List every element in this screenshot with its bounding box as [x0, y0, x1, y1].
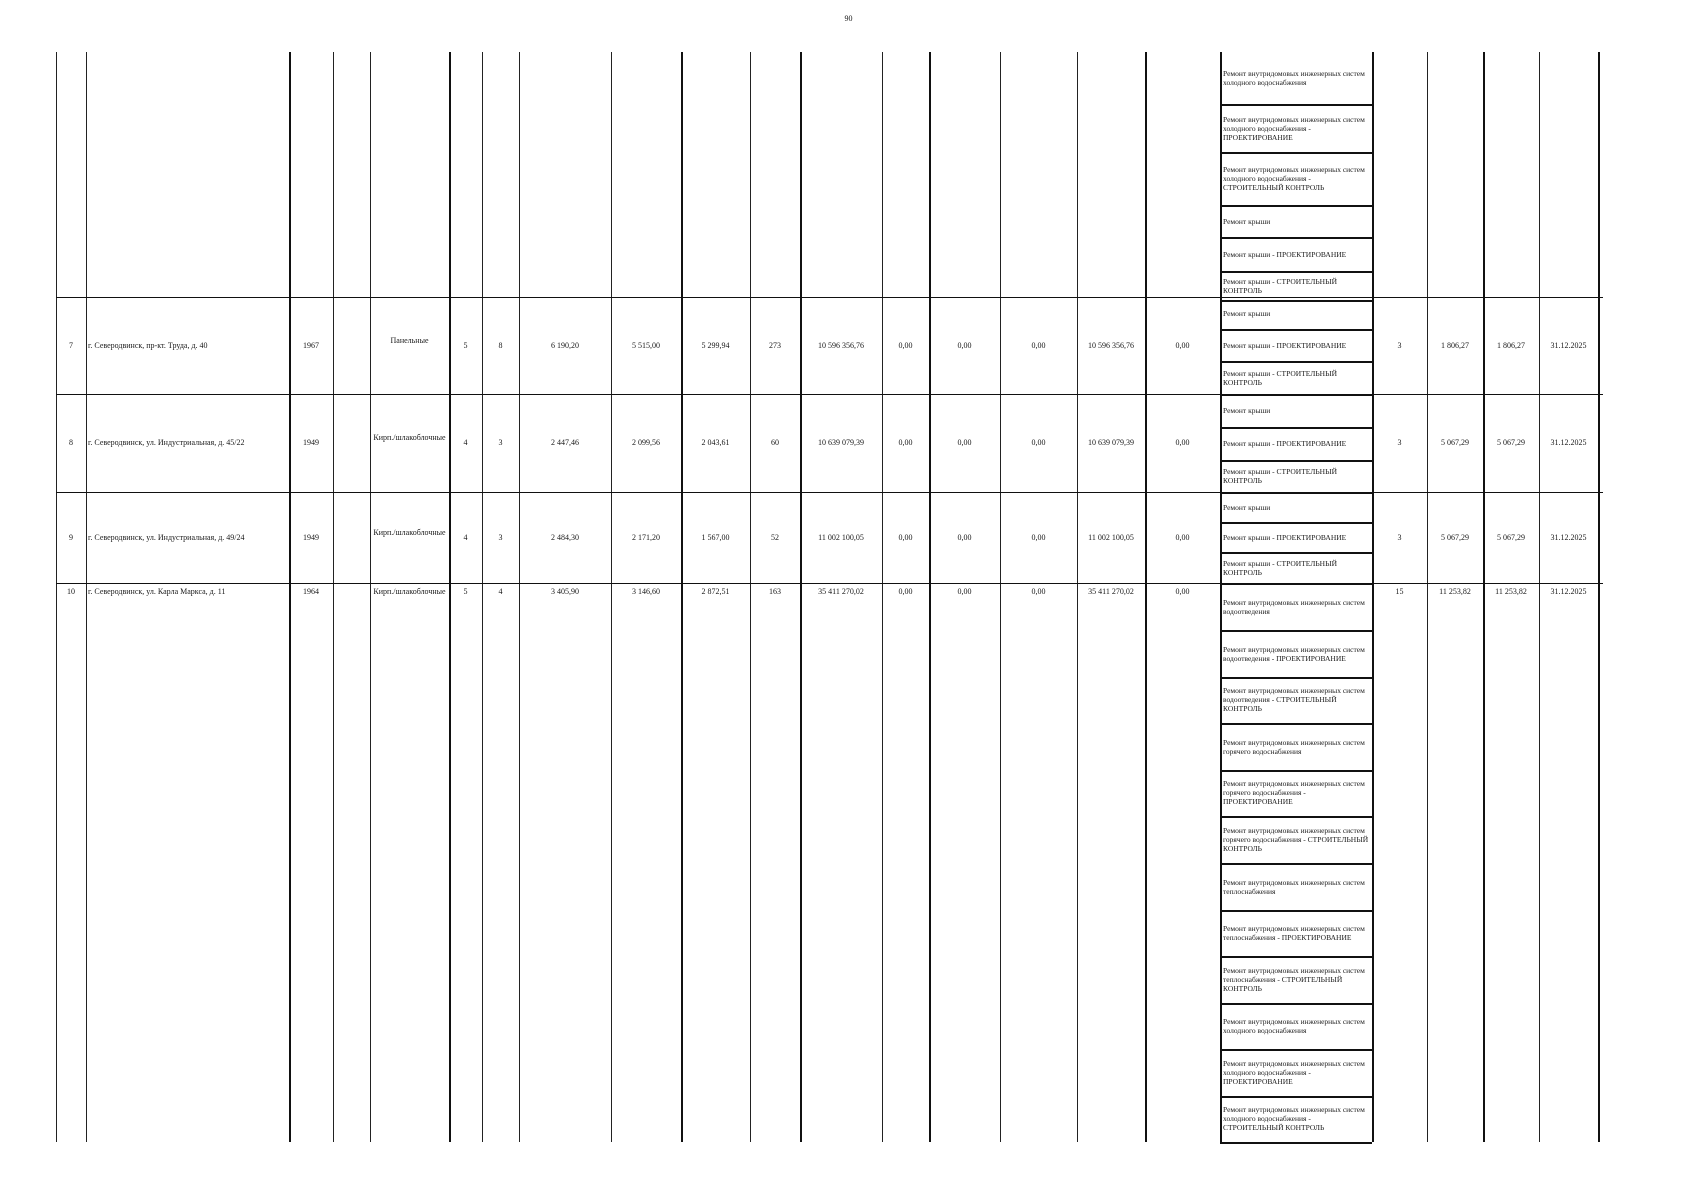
- cell-unit1: 5 067,29: [1441, 438, 1469, 447]
- carried-work-item: [1221, 205, 1371, 237]
- cell-c2: 0,00: [957, 533, 972, 542]
- cell-total-area: 2 447,46: [551, 438, 579, 447]
- column-divider: [333, 52, 334, 1142]
- column-divider: [449, 52, 451, 1142]
- cell-num: 7: [69, 341, 73, 350]
- cell-cost-owner: 35 411 270,02: [1088, 587, 1134, 596]
- column-divider: [681, 52, 683, 1142]
- work-item: [1221, 394, 1371, 427]
- cell-c1: 0,00: [898, 533, 913, 542]
- column-divider: [611, 52, 612, 1142]
- cell-c3: 0,00: [1031, 587, 1046, 596]
- cell-floors: 5: [463, 341, 468, 350]
- column-divider: [1483, 52, 1485, 1142]
- cell-material: Панельные: [390, 336, 429, 345]
- column-divider: [929, 52, 931, 1142]
- work-type-label: Ремонт внутридомовых инженерных систем холодного водоснабжения - СТРОИТЕЛЬНЫЙ КОНТРОЛЬ: [1223, 1105, 1365, 1132]
- cell-area3: 1 567,00: [701, 533, 730, 542]
- cell-num: 8: [69, 438, 73, 447]
- cell-qty: 3: [1397, 533, 1402, 542]
- cell-c4: 0,00: [1175, 533, 1190, 542]
- cell-entrances: 8: [498, 341, 503, 350]
- cell-c3: 0,00: [1031, 341, 1046, 350]
- work-item: [1221, 863, 1371, 910]
- cell-year: 1949: [303, 533, 319, 542]
- cell-unit2: 11 253,82: [1495, 587, 1527, 596]
- column-divider: [1539, 52, 1540, 1142]
- work-item: [1221, 1002, 1371, 1049]
- work-item: [1221, 816, 1371, 863]
- cell-cost-owner: 10 639 079,39: [1088, 438, 1134, 447]
- column-divider: [370, 52, 371, 1142]
- work-type-label: Ремонт крыши - ПРОЕКТИРОВАНИЕ: [1223, 532, 1347, 542]
- work-item: [1221, 329, 1371, 361]
- cell-area3: 2 872,51: [701, 587, 730, 596]
- work-type-label: Ремонт внутридомовых инженерных систем холодного водоснабжения: [1223, 1016, 1365, 1035]
- work-item: [1221, 583, 1371, 630]
- cell-area2: 5 515,00: [632, 341, 660, 350]
- cell-c2: 0,00: [957, 438, 972, 447]
- cell-total-area: 6 190,20: [551, 341, 579, 350]
- work-type-label: Ремонт внутридомовых инженерных систем горячего водоснабжения - СТРОИТЕЛЬНЫЙ КОНТРОЛЬ: [1223, 826, 1369, 853]
- carried-work-item: [1221, 237, 1371, 271]
- work-item: [1221, 769, 1371, 816]
- cell-unit2: 5 067,29: [1497, 533, 1525, 542]
- cell-unit1: 11 253,82: [1439, 587, 1471, 596]
- column-divider: [750, 52, 751, 1142]
- cell-residents: 52: [771, 533, 779, 542]
- work-type-label: Ремонт крыши - ПРОЕКТИРОВАНИЕ: [1223, 340, 1347, 350]
- work-type-label: Ремонт внутридомовых инженерных систем холодного водоснабжения - ПРОЕКТИРОВАНИЕ: [1223, 1059, 1365, 1086]
- column-divider: [519, 52, 520, 1142]
- cell-unit1: 5 067,29: [1441, 533, 1469, 542]
- cell-qty: 15: [1395, 587, 1404, 596]
- work-type-label: Ремонт внутридомовых инженерных систем водоотведения - ПРОЕКТИРОВАНИЕ: [1223, 644, 1365, 663]
- cell-total-area: 3 405,90: [551, 587, 579, 596]
- cell-cost-total: 35 411 270,02: [818, 587, 864, 596]
- column-divider: [482, 52, 483, 1142]
- cell-total-area: 2 484,30: [551, 533, 579, 542]
- carried-work-item: [1221, 152, 1371, 205]
- work-type-label: Ремонт крыши - ПРОЕКТИРОВАНИЕ: [1223, 439, 1347, 448]
- column-divider: [1598, 52, 1600, 1142]
- cell-area3: 2 043,61: [701, 438, 730, 447]
- work-type-label: Ремонт крыши: [1223, 406, 1271, 415]
- work-type-label: Ремонт крыши - СТРОИТЕЛЬНЫЙ КОНТРОЛЬ: [1223, 369, 1338, 387]
- work-type-label: Ремонт внутридомовых инженерных систем горячего водоснабжения - ПРОЕКТИРОВАНИЕ: [1223, 779, 1365, 806]
- cell-unit2: 5 067,29: [1497, 438, 1525, 447]
- carried-work-item: [1221, 104, 1371, 152]
- column-divider: [1000, 52, 1001, 1142]
- work-type-label: Ремонт внутридомовых инженерных систем холодного водоснабжения - СТРОИТЕЛЬНЫЙ КОНТРОЛЬ: [1223, 165, 1365, 192]
- work-item: [1221, 522, 1371, 552]
- work-type-label: Ремонт крыши - СТРОИТЕЛЬНЫЙ КОНТРОЛЬ: [1223, 466, 1338, 485]
- cell-floors: 4: [463, 438, 468, 447]
- work-item: [1221, 492, 1371, 522]
- work-item: [1221, 553, 1371, 583]
- cell-area3: 5 299,94: [701, 341, 730, 350]
- work-type-label: Ремонт внутридомовых инженерных систем горячего водоснабжения: [1223, 737, 1365, 756]
- cell-area2: 3 146,60: [632, 587, 660, 596]
- work-item: [1221, 459, 1371, 492]
- cell-c4: 0,00: [1175, 587, 1190, 596]
- work-item: [1221, 427, 1371, 460]
- cell-c2: 0,00: [957, 341, 972, 350]
- column-divider: [1372, 52, 1374, 1142]
- work-item: [1221, 362, 1371, 394]
- work-type-label: Ремонт внутридомовых инженерных систем холодного водоснабжения: [1223, 69, 1365, 87]
- work-type-label: Ремонт внутридомовых инженерных систем водоотведения: [1223, 597, 1365, 616]
- cell-cost-owner: 11 002 100,05: [1088, 533, 1134, 542]
- cell-date: 31.12.2025: [1550, 587, 1587, 596]
- work-item: [1221, 1095, 1371, 1142]
- work-item: [1221, 909, 1371, 956]
- cell-c4: 0,00: [1175, 438, 1190, 447]
- cell-unit2: 1 806,27: [1497, 341, 1525, 350]
- cell-residents: 273: [769, 341, 781, 350]
- work-type-label: Ремонт крыши - СТРОИТЕЛЬНЫЙ КОНТРОЛЬ: [1223, 276, 1338, 295]
- cell-c1: 0,00: [898, 341, 913, 350]
- column-divider: [289, 52, 291, 1142]
- cell-qty: 3: [1397, 438, 1402, 447]
- work-type-label: Ремонт крыши: [1223, 216, 1271, 226]
- work-item: [1221, 956, 1371, 1003]
- work-item: [1221, 676, 1371, 723]
- cell-address: г. Северодвинск, ул. Карла Маркса, д. 11: [88, 587, 226, 596]
- cell-cost-total: 11 002 100,05: [818, 533, 864, 542]
- cell-date: 31.12.2025: [1550, 438, 1587, 447]
- cell-c3: 0,00: [1031, 533, 1046, 542]
- cell-date: 31.12.2025: [1550, 533, 1587, 542]
- work-type-label: Ремонт крыши: [1223, 502, 1271, 512]
- cell-year: 1967: [303, 341, 319, 350]
- cell-entrances: 3: [498, 533, 503, 542]
- carried-work-item: [1221, 271, 1371, 300]
- carried-work-item: [1221, 52, 1371, 104]
- cell-cost-total: 10 596 356,76: [818, 341, 864, 350]
- cell-address: г. Северодвинск, ул. Индустриальная, д. 45/22: [88, 438, 245, 447]
- column-divider: [1427, 52, 1428, 1142]
- cell-residents: 163: [769, 587, 781, 596]
- cell-floors: 4: [463, 533, 468, 542]
- cell-material: Кирп./шлакоблочные: [373, 528, 446, 537]
- cell-qty: 3: [1397, 341, 1402, 350]
- work-divider: [1220, 1142, 1372, 1144]
- work-type-label: Ремонт крыши - ПРОЕКТИРОВАНИЕ: [1223, 249, 1347, 259]
- cell-entrances: 4: [498, 587, 503, 596]
- cell-cost-total: 10 639 079,39: [818, 438, 864, 447]
- work-item: [1221, 297, 1371, 329]
- cell-year: 1949: [303, 438, 319, 447]
- work-type-label: Ремонт внутридомовых инженерных систем теплоснабжения: [1223, 877, 1365, 896]
- work-item: [1221, 630, 1371, 677]
- cell-material: Кирп./шлакоблочные: [373, 433, 446, 442]
- cell-entrances: 3: [498, 438, 503, 447]
- cell-num: 9: [69, 533, 73, 542]
- column-divider: [86, 52, 87, 1142]
- cell-residents: 60: [771, 438, 779, 447]
- work-type-label: Ремонт крыши: [1223, 308, 1271, 318]
- column-divider: [882, 52, 883, 1142]
- work-type-label: Ремонт крыши - СТРОИТЕЛЬНЫЙ КОНТРОЛЬ: [1223, 559, 1338, 577]
- cell-area2: 2 171,20: [632, 533, 660, 542]
- cell-c4: 0,00: [1175, 341, 1190, 350]
- cell-c1: 0,00: [898, 587, 913, 596]
- work-item: [1221, 1049, 1371, 1096]
- cell-c3: 0,00: [1031, 438, 1046, 447]
- cell-c2: 0,00: [957, 587, 972, 596]
- cell-address: г. Северодвинск, ул. Индустриальная, д. 49/24: [88, 533, 245, 542]
- work-item: [1221, 723, 1371, 770]
- column-divider: [800, 52, 802, 1142]
- cell-material: Кирп./шлакоблочные: [373, 587, 446, 596]
- work-type-label: Ремонт внутридомовых инженерных систем холодного водоснабжения - ПРОЕКТИРОВАНИЕ: [1223, 114, 1365, 142]
- cell-date: 31.12.2025: [1550, 341, 1587, 350]
- column-divider: [56, 52, 57, 1142]
- cell-area2: 2 099,56: [632, 438, 660, 447]
- column-divider: [1077, 52, 1078, 1142]
- cell-cost-owner: 10 596 356,76: [1088, 341, 1134, 350]
- cell-c1: 0,00: [898, 438, 913, 447]
- cell-year: 1964: [303, 587, 319, 596]
- work-type-label: Ремонт внутридомовых инженерных систем теплоснабжения - СТРОИТЕЛЬНЫЙ КОНТРОЛЬ: [1223, 966, 1365, 993]
- work-type-label: Ремонт внутридомовых инженерных систем водоотведения - СТРОИТЕЛЬНЫЙ КОНТРОЛЬ: [1223, 686, 1365, 713]
- cell-floors: 5: [463, 587, 468, 596]
- cell-num: 10: [67, 587, 75, 596]
- page-number: 90: [844, 14, 853, 23]
- column-divider: [1145, 52, 1147, 1142]
- work-type-label: Ремонт внутридомовых инженерных систем теплоснабжения - ПРОЕКТИРОВАНИЕ: [1223, 923, 1365, 942]
- cell-address: г. Северодвинск, пр-кт. Труда, д. 40: [88, 341, 208, 350]
- cell-unit1: 1 806,27: [1441, 341, 1469, 350]
